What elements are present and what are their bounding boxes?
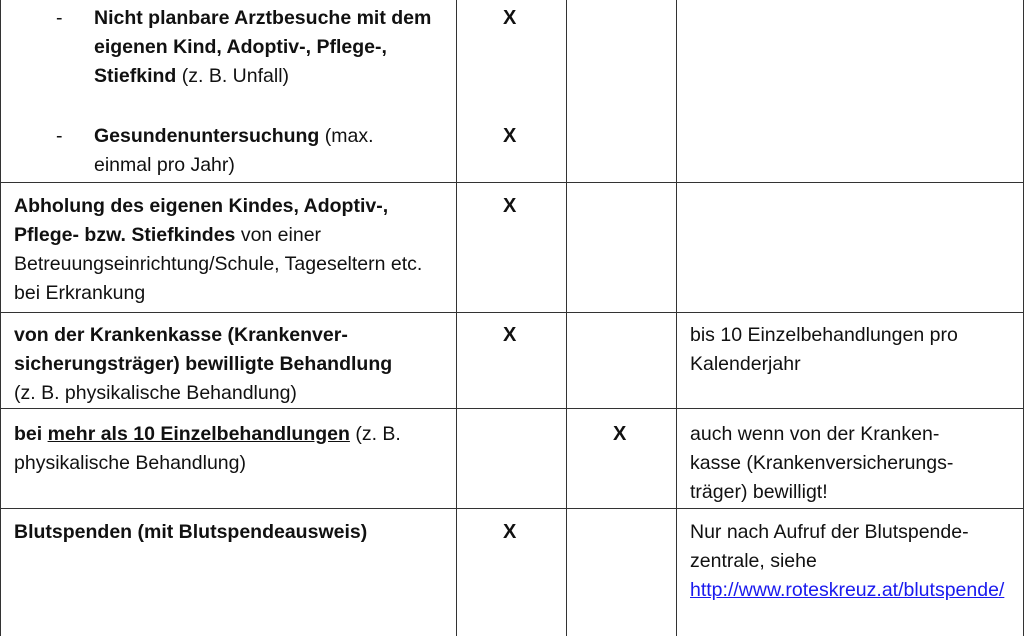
bold-text: bei mehr als 10 Einzelbehandlungen [14, 423, 350, 445]
row-divider-1 [0, 182, 1024, 183]
plain-text: (z. B. physikalische Behandlung) [14, 382, 297, 404]
row-divider-4 [0, 508, 1024, 509]
table-cell-description [14, 192, 444, 308]
plain-text: von einer Betreuungseinrichtung/Schule, Tageseltern etc. bei Erkrankung [14, 224, 423, 304]
plain-text: (max. einmal pro Jahr) [94, 125, 374, 176]
row-divider-3 [0, 408, 1024, 409]
checkmark-x: X [613, 423, 627, 445]
row-divider-2 [0, 312, 1024, 313]
checkmark-x: X [503, 521, 517, 543]
table-cell-note: auch wenn von der Kranken-kasse (Krankenversicherungs-träger) bewilligt! [690, 423, 954, 503]
checkmark-x: X [503, 324, 517, 346]
table-border-left [0, 0, 1, 636]
plain-text: (z. B. physikalische Behandlung) [14, 423, 401, 474]
column-divider-2 [566, 0, 567, 636]
bold-text: Blutspenden (mit Blutspendeausweis) [14, 521, 368, 543]
table-cell-description [14, 321, 439, 408]
column-divider-3 [676, 0, 677, 636]
list-bullet: - [56, 7, 63, 29]
plain-text: Nur nach Aufruf der Blutspende-zentrale, siehe [690, 521, 969, 572]
table-cell-note [690, 518, 1005, 605]
table-cell-description [14, 518, 444, 547]
list-bullet: - [56, 125, 63, 147]
column-divider-1 [456, 0, 457, 636]
checkmark-x: X [503, 195, 517, 217]
bold-text: Abholung des eigenen Kindes, Adoptiv-, Pflege- bzw. Stiefkindes [14, 195, 389, 246]
table-cell-description [14, 420, 444, 478]
bold-text: Nicht planbare Arztbesuche mit dem eigenen Kind, Adoptiv-, Pflege-, Stiefkind [94, 7, 432, 87]
underlined-text: mehr als 10 Einzelbehandlungen [47, 423, 350, 445]
checkmark-x: X [503, 125, 517, 147]
table-cell-description [94, 122, 434, 180]
table-cell-note: bis 10 Einzelbehandlungen pro Kalenderjahr [690, 324, 958, 375]
bold-text: von der Krankenkasse (Krankenver-sicherungsträger) bewilligte Behandlung [14, 324, 393, 375]
blutspende-link[interactable]: http://www.roteskreuz.at/blutspende/ [690, 579, 1005, 601]
checkmark-x: X [503, 7, 517, 29]
plain-text: (z. B. Unfall) [176, 65, 290, 87]
table-cell-description [94, 4, 434, 91]
bold-text: Gesundenuntersuchung [94, 125, 320, 147]
